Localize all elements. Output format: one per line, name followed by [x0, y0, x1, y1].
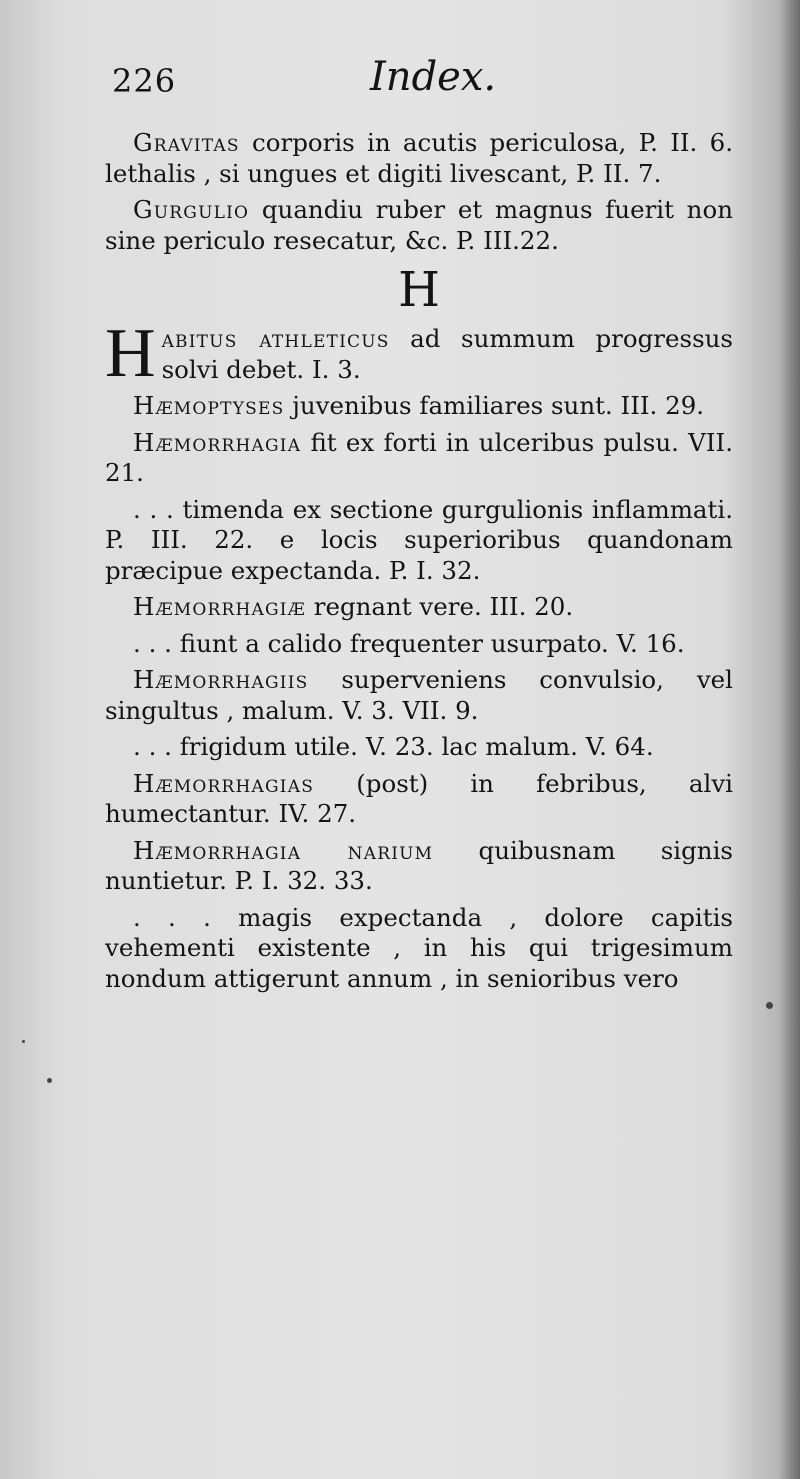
entry-headword: Gurgulio — [133, 195, 250, 224]
entry-text: (post) in febribus, alvi humectantur. IV. 27. — [105, 768, 733, 828]
index-entry — [105, 391, 733, 422]
index-entry — [105, 592, 733, 623]
entry-text: quandiu ruber et magnus fuerit non sine periculo resecatur, &c. P. III.22. — [105, 195, 733, 255]
binding-shadow — [778, 0, 800, 1479]
running-title: Index. — [370, 54, 497, 100]
index-entry — [105, 315, 733, 392]
entry-text: ad summum progressus solvi debet. I. 3. — [161, 324, 733, 384]
index-entry — [105, 665, 733, 726]
entry-text: fit ex forti in ulceribus pulsu. VII. 21. — [105, 427, 733, 487]
index-entry — [105, 769, 733, 830]
entry-headword: Hæmorrhagiis — [133, 665, 309, 694]
index-entry — [105, 495, 733, 587]
entry-text: corporis in acutis periculosa, P. II. 6. lethalis , si ungues et digiti livescant, P. II. 7. — [105, 128, 733, 188]
entry-headword: Hæmorrhagias — [133, 768, 315, 798]
index-entry — [105, 732, 733, 763]
entry-headword: Hæmorrhagia — [133, 427, 302, 457]
entry-text: juvenibus familiares sunt. III. 29. — [284, 391, 705, 420]
index-entry — [105, 128, 733, 189]
index-entry — [105, 903, 733, 995]
entry-text: . . . fiunt a calido frequenter usurpato. V. 16. — [133, 628, 685, 658]
entry-headword: Hæmoptyses — [133, 391, 285, 420]
index-entry — [105, 195, 733, 256]
entry-headword: Hæmorrhagiæ — [133, 592, 306, 621]
entry-text: . . . timenda ex sectione gurgulionis inflammati. P. III. 22. e locis superioribus quandonam præcipue expectanda. P. I. 32. — [105, 494, 733, 585]
index-entry — [105, 629, 733, 660]
section-letter: H — [398, 262, 440, 318]
entry-text: superveniens convulsio, vel singultus , malum. V. 3. VII. 9. — [105, 665, 733, 725]
entry-headword: Hæmorrhagia narium — [133, 835, 434, 865]
entry-text: . . . frigidum utile. V. 23. lac malum. V. 64. — [133, 732, 654, 761]
index-entry — [105, 836, 733, 897]
drop-capital: H — [105, 315, 156, 392]
entry-text: regnant vere. III. 20. — [305, 592, 574, 621]
ink-speck — [22, 1040, 25, 1043]
entry-text: . . . magis expectanda , dolore capitis vehementi existente , in his qui trigesimum nondum attigerunt annum , in senioribus vero — [105, 902, 733, 993]
entry-headword: abitus athleticus — [161, 324, 390, 353]
index-entry — [105, 428, 733, 489]
ink-speck — [766, 1002, 773, 1009]
index-entries — [105, 128, 733, 1000]
ink-speck — [47, 1078, 52, 1083]
page-number: 226 — [112, 62, 177, 100]
entry-text: quibusnam signis nuntietur. P. I. 32. 33. — [105, 835, 733, 895]
entry-headword: Gravitas — [133, 128, 240, 157]
